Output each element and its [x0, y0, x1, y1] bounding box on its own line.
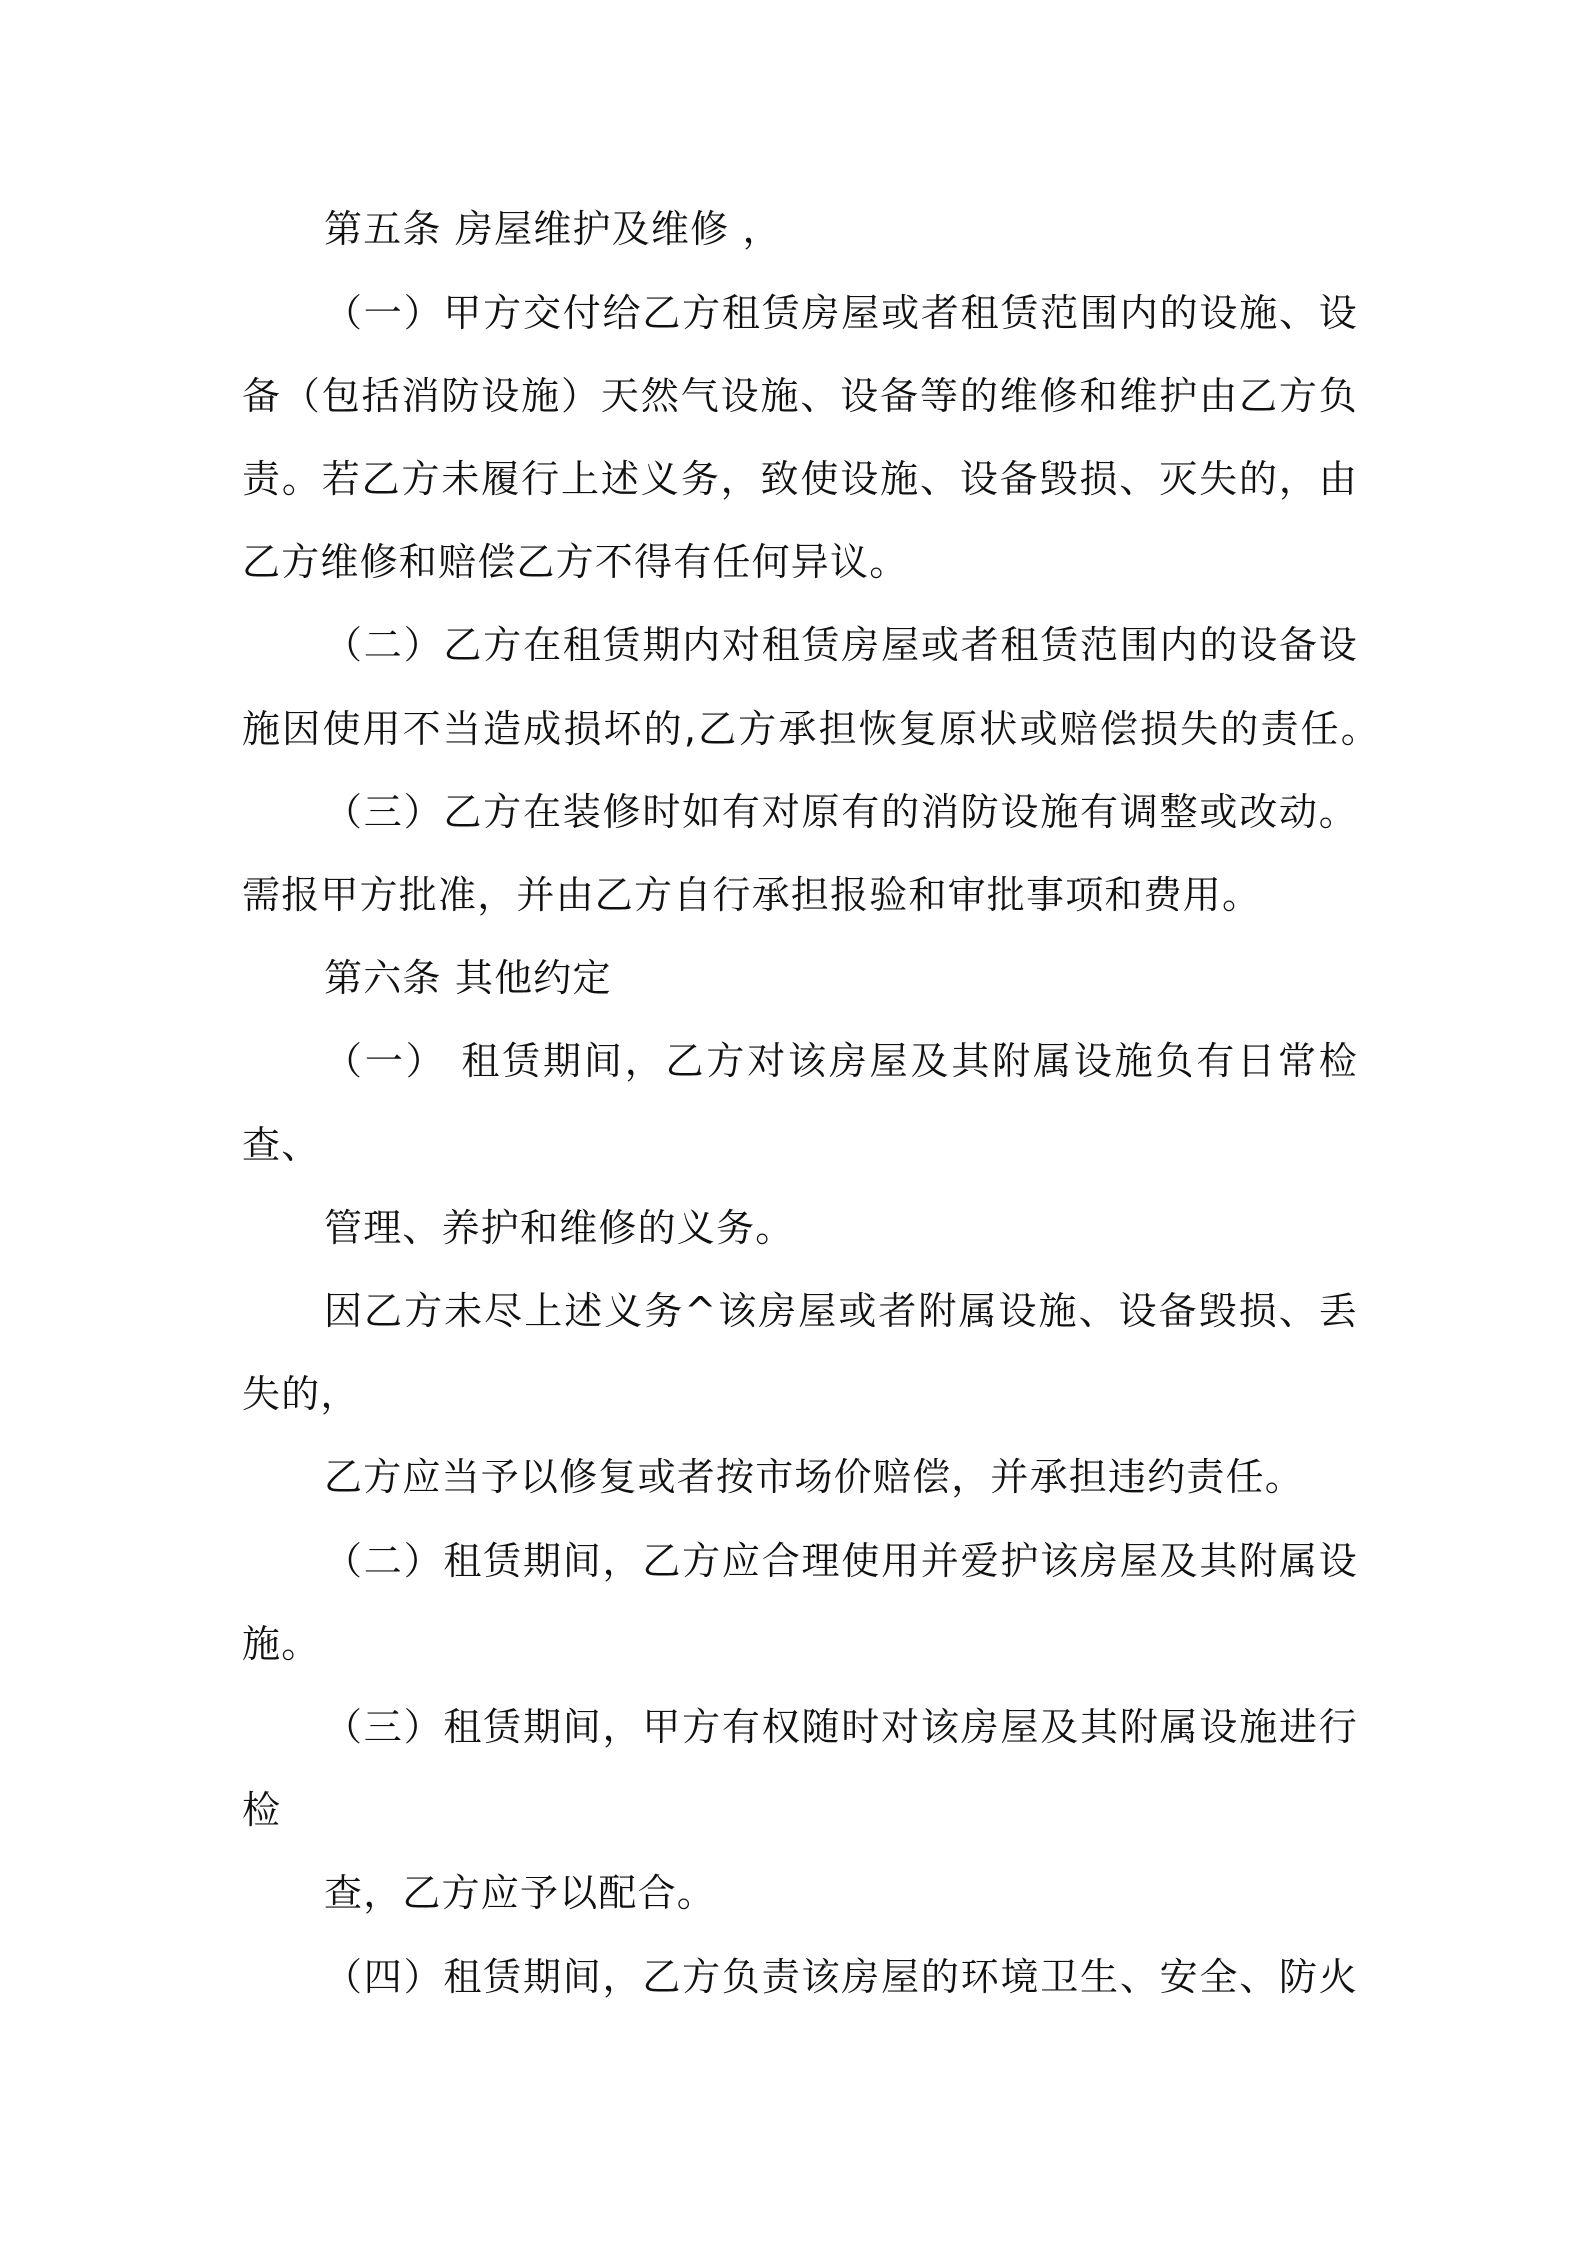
article-6-clause-4-line-1: （四）租赁期间，乙方负责该房屋的环境卫生、安全、防火 — [324, 1955, 1358, 1999]
article-6-clause-1-line-6: 乙方应当予以修复或者按市场价赔偿，并承担违约责任。 — [324, 1455, 1305, 1499]
article-6-clause-3-line-2: 检 — [242, 1788, 282, 1832]
article-6-clause-1-line-4: 因乙方未尽上述义务^该房屋或者附属设施、设备毁损、丢 — [324, 1289, 1358, 1333]
article-6-clause-1-line-5: 失的， — [242, 1372, 360, 1416]
article-6-clause-1-line-1: （一） 租赁期间，乙方对该房屋及其附属设施负有日常检 — [324, 1039, 1358, 1083]
article-5-clause-1-line-4: 乙方维修和赔偿乙方不得有任何异议。 — [242, 540, 909, 584]
article-5-clause-3-line-2: 需报甲方批准，并由乙方自行承担报验和审批事项和费用。 — [242, 873, 1262, 917]
article-6-clause-2-line-1: （二）租赁期间，乙方应合理使用并爱护该房屋及其附属设 — [324, 1539, 1358, 1583]
article-6-clause-1-line-3: 管理、养护和维修的义务。 — [324, 1206, 795, 1250]
article-5-heading: 第五条 房屋维护及维修 ， — [324, 207, 782, 251]
article-6-clause-3-line-1: （三）租赁期间，甲方有权随时对该房屋及其附属设施进行 — [324, 1705, 1358, 1749]
article-6-heading: 第六条 其他约定 — [324, 956, 612, 1000]
article-5-clause-2-line-1: （二）乙方在租赁期内对租赁房屋或者租赁范围内的设备设 — [324, 623, 1358, 667]
article-6-clause-1-line-2: 查、 — [242, 1123, 321, 1167]
article-6-clause-2-line-2: 施。 — [242, 1622, 321, 1666]
article-6-clause-3-line-3: 查，乙方应予以配合。 — [324, 1871, 717, 1915]
article-5-clause-2-line-2: 施因使用不当造成损坏的,乙方承担恢复原状或赔偿损失的责任。 — [242, 707, 1380, 751]
article-5-clause-1-line-1: （一）甲方交付给乙方租赁房屋或者租赁范围内的设施、设 — [324, 291, 1358, 335]
article-5-clause-3-line-1: （三）乙方在装修时如有对原有的消防设施有调整或改动。 — [324, 790, 1358, 834]
article-5-clause-1-line-3: 责。若乙方未履行上述义务，致使设施、设备毁损、灭失的，由 — [242, 457, 1358, 501]
article-5-clause-1-line-2: 备（包括消防设施）天然气设施、设备等的维修和维护由乙方负 — [242, 374, 1358, 418]
